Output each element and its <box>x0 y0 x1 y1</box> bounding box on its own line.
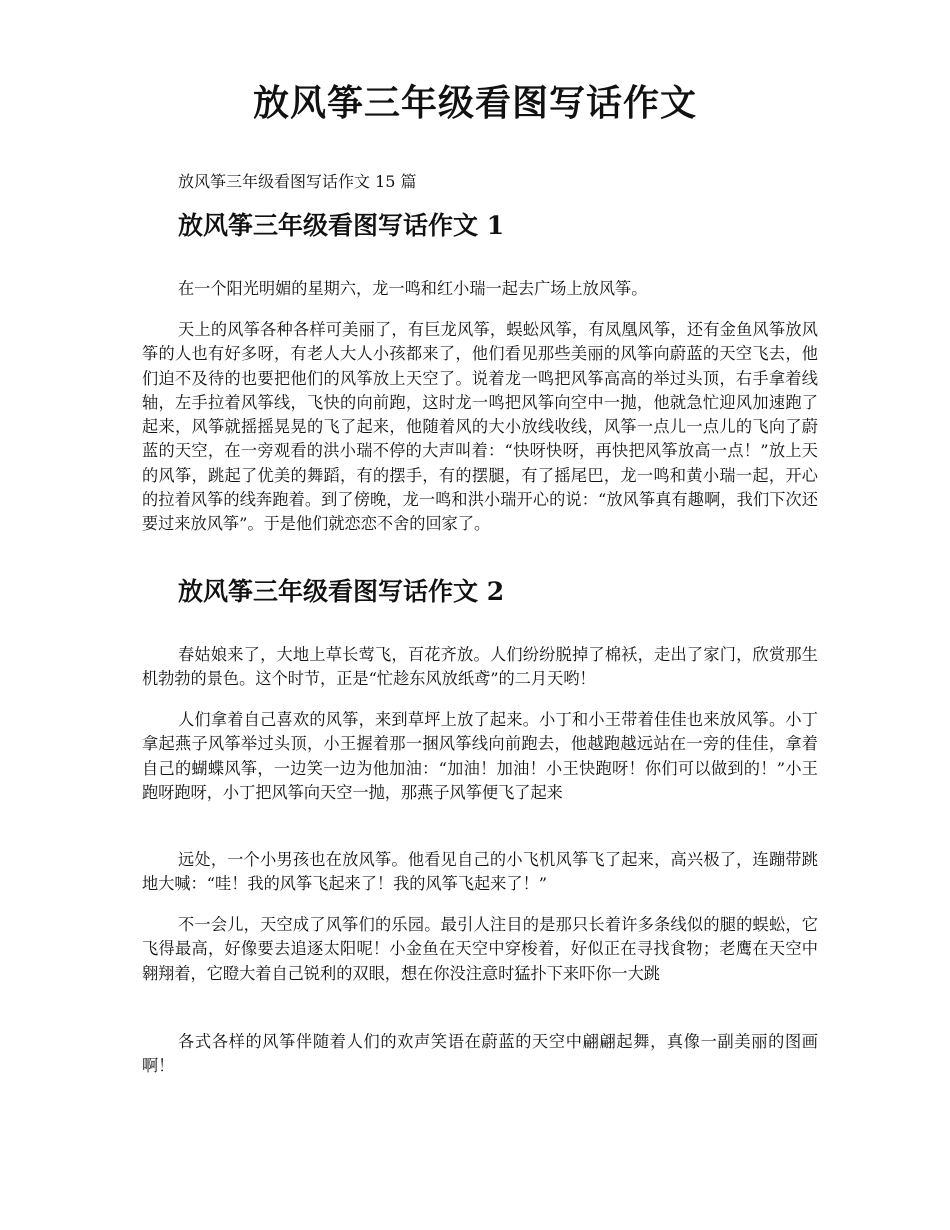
paragraph: 天上的风筝各种各样可美丽了，有巨龙风筝，蜈蚣风筝，有凤凰风筝，还有金鱼风筝放风筝的人也有好多呀，有老人大人小孩都来了，他们看见那些美丽的风筝向蔚蓝的天空飞去，他们迫不及待的也要把他们的风筝放上天空了。说着龙一鸣把风筝高高的举过头顶，右手拿着线轴，左手拉着风筝线，飞快的向前跑，这时龙一鸣把风筝向空中一抛，他就急忙迎风加速跑了起来，风筝就摇摇晃晃的飞了起来，他随着风的大小放线收线，风筝一点儿一点儿的飞向了蔚蓝的天空，在一旁观看的洪小瑞不停的大声叫着：“快呀快呀，再快把风筝放高一点！”放上天的风筝，跳起了优美的舞蹈，有的摆手，有的摆腿，有了摇尾巴，龙一鸣和黄小瑞一起，开心的拉着风筝的线奔跑着。到了傍晚，龙一鸣和洪小瑞开心的说：“放风筝真有趣啊，我们下次还要过来放风筝”。于是他们就恋恋不舍的回家了。 <box>142 320 818 534</box>
paragraph: 远处，一个小男孩也在放风筝。他看见自己的小飞机风筝飞了起来，高兴极了，连蹦带跳地大喊：“哇！我的风筝飞起来了！我的风筝飞起来了！” <box>142 850 818 894</box>
paragraph: 各式各样的风筝伴随着人们的欢声笑语在蔚蓝的天空中翩翩起舞，真像一副美丽的图画啊！ <box>142 1032 818 1076</box>
paragraph: 人们拿着自己喜欢的风筝，来到草坪上放了起来。小丁和小王带着佳佳也来放风筝。小丁拿起燕子风筝举过头顶，小王握着那一捆风筝线向前跑去，他越跑越远站在一旁的佳佳，拿着自己的蝴蝶风筝，一边笑一边为他加油：“加油！加油！小王快跑呀！你们可以做到的！”小王跑呀跑呀，小丁把风筝向天空一抛，那燕子风筝便飞了起来 <box>142 710 818 802</box>
section-heading-2: 放风筝三年级看图写话作文 2 <box>178 577 505 606</box>
document-title: 放风筝三年级看图写话作文 <box>252 82 697 124</box>
document-subtitle: 放风筝三年级看图写话作文 15 篇 <box>178 172 417 191</box>
paragraph: 不一会儿，天空成了风筝们的乐园。最引人注目的是那只长着许多条线似的腿的蜈蚣，它飞得最高，好像要去追逐太阳呢！小金鱼在天空中穿梭着，好似正在寻找食物；老鹰在天空中翱翔着，它瞪大着自己锐利的双眼，想在你没注意时猛扑下来吓你一大跳 <box>142 915 818 983</box>
section-heading-1: 放风筝三年级看图写话作文 1 <box>178 211 505 240</box>
paragraph: 在一个阳光明媚的星期六，龙一鸣和红小瑞一起去广场上放风筝。 <box>178 279 648 298</box>
paragraph: 春姑娘来了，大地上草长莺飞，百花齐放。人们纷纷脱掉了棉袄，走出了家门，欣赏那生机勃勃的景色。这个时节，正是“忙趁东风放纸鸢”的二月天哟！ <box>142 645 818 689</box>
